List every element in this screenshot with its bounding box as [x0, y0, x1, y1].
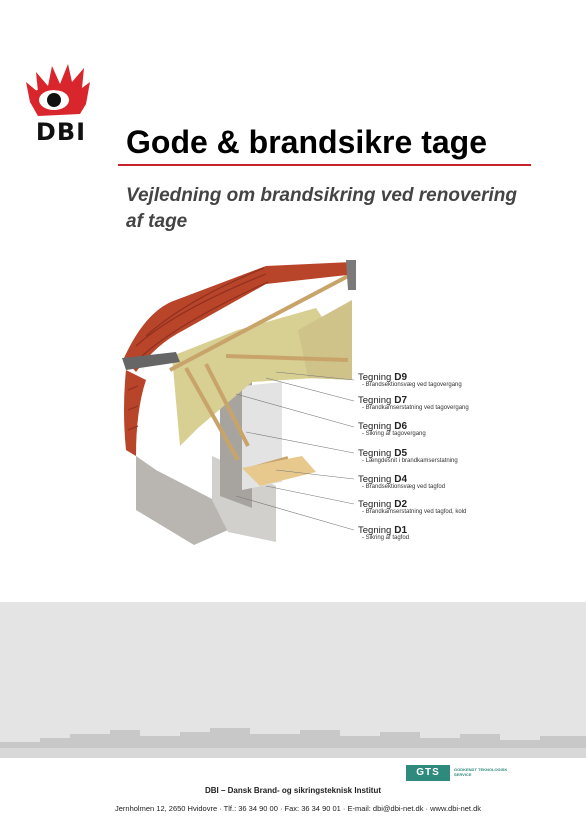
- legend-item: Tegning D2 - Brandkamserstatning ved tagfod, kold: [358, 499, 467, 515]
- contact-line: Jernholmen 12, 2650 Hvidovre · Tlf.: 36 34 90 00 · Fax: 36 34 90 01 · E-mail: dbi@dbi-net.dk · www.dbi-net.dk: [115, 804, 481, 813]
- legend-item: Tegning D5 - Længdesnit i brandkamserstatning: [358, 448, 458, 464]
- legend-item: Tegning D6 - Sikring af tagovergang: [358, 421, 426, 437]
- gts-logo: GTS: [406, 765, 450, 781]
- legend-item: Tegning D1 - Sikring af tagfod: [358, 525, 410, 541]
- city-skyline-graphic: [0, 718, 586, 758]
- legend-item: Tegning D7 - Brandkamserstatning ved tagovergang: [358, 395, 469, 411]
- page-subtitle: Vejledning om brandsikring ved renovering af tage: [126, 185, 517, 232]
- logo-text: DBI: [35, 118, 87, 146]
- gts-logo-subtext: GODKENDT TEKNOLOGISK SERVICE: [454, 767, 508, 777]
- page-title: Gode & brandsikre tage: [126, 124, 487, 160]
- legend-item: Tegning D9 - Brandsektionsvæg ved tagovergang: [358, 372, 462, 388]
- legend-item: Tegning D4 - Brandsektionsvæg ved tagfod: [358, 474, 446, 490]
- institute-name: DBI – Dansk Brand- og sikringsteknisk Institut: [204, 786, 382, 795]
- title-divider: [118, 164, 531, 166]
